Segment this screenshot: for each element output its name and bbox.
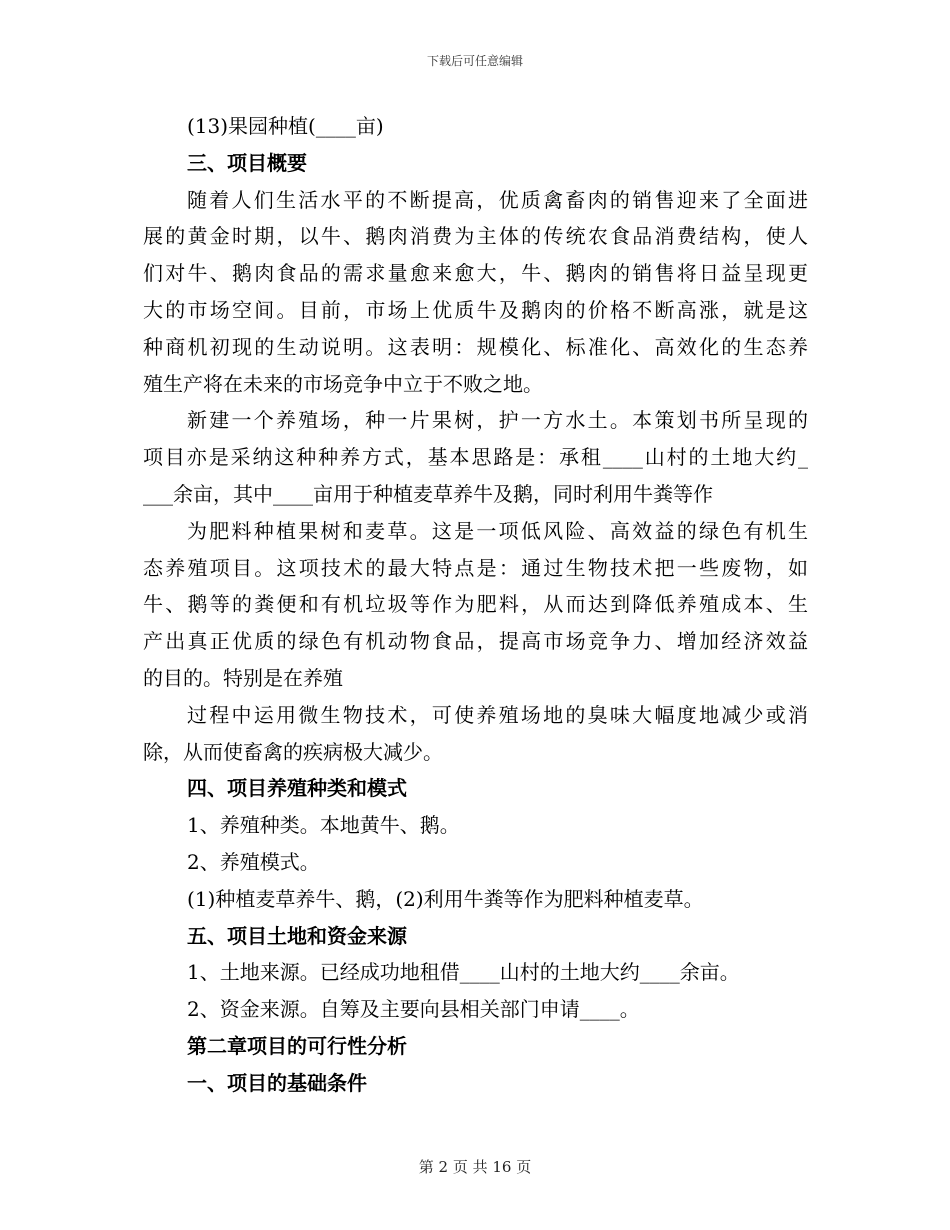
section-heading: 三、项目概要: [187, 150, 307, 175]
text-line: 随着人们生活水平的不断提高，优质禽畜肉的销售迎来了全面进: [187, 187, 808, 212]
text-line: 的目的。特别是在养殖: [143, 665, 343, 690]
document-body: [143, 108, 808, 1102]
text-line: 除，从而使畜禽的疾病极大减少。: [143, 739, 443, 764]
section-heading: 一、项目的基础条件: [187, 1070, 367, 1095]
section-heading: 四、项目养殖种类和模式: [187, 776, 407, 801]
text-line: 殖生产将在未来的市场竞争中立于不败之地。: [143, 371, 543, 396]
text-line: (1)种植麦草养牛、鹅，(2)利用牛粪等作为肥料种植麦草。: [187, 886, 704, 911]
text-line: 为肥料种植果树和麦草。这是一项低风险、高效益的绿色有机生: [187, 518, 808, 543]
text-line: 2、养殖模式。: [187, 849, 320, 874]
section-heading: 第二章项目的可行性分析: [187, 1033, 407, 1058]
page-footer: 第 2 页 共 16 页: [418, 1158, 532, 1176]
text-line: 1、养殖种类。本地黄牛、鹅。: [187, 813, 460, 838]
text-line: 种商机初现的生动说明。这表明：规模化、标准化、高效化的生态养: [143, 334, 808, 359]
text-line: 大的市场空间。目前，市场上优质牛及鹅肉的价格不断高涨，就是这: [143, 297, 808, 322]
text-line: 展的黄金时期，以牛、鹅肉消费为主体的传统农食品消费结构，使人: [143, 224, 808, 249]
text-line: 牛、鹅等的粪便和有机垃圾等作为肥料，从而达到降低养殖成本、生: [143, 592, 808, 617]
text-line: 新建一个养殖场，种一片果树，护一方水土。本策划书所呈现的: [187, 408, 808, 433]
text-line: 2、资金来源。自筹及主要向县相关部门申请____。: [187, 997, 640, 1022]
text-line: (13)果园种植(____亩): [187, 114, 384, 138]
text-line: 1、土地来源。已经成功地租借____山村的土地大约____余亩。: [187, 960, 740, 985]
section-heading: 五、项目土地和资金来源: [187, 923, 407, 948]
text-line: 态养殖项目。这项技术的最大特点是：通过生物技术把一些废物，如: [143, 555, 808, 580]
text-line: 产出真正优质的绿色有机动物食品，提高市场竞争力、增加经济效益: [143, 629, 808, 654]
text-line: 过程中运用微生物技术，可使养殖场地的臭味大幅度地减少或消: [187, 702, 808, 727]
text-line: 们对牛、鹅肉食品的需求量愈来愈大，牛、鹅肉的销售将日益呈现更: [143, 261, 808, 286]
text-line: ___余亩，其中____亩用于种植麦草养牛及鹅，同时利用牛粪等作: [143, 481, 713, 506]
page-header: 下载后可任意编辑: [426, 54, 523, 68]
text-line: 项目亦是采纳这种种养方式，基本思路是：承租____山村的土地大约_: [143, 445, 808, 470]
